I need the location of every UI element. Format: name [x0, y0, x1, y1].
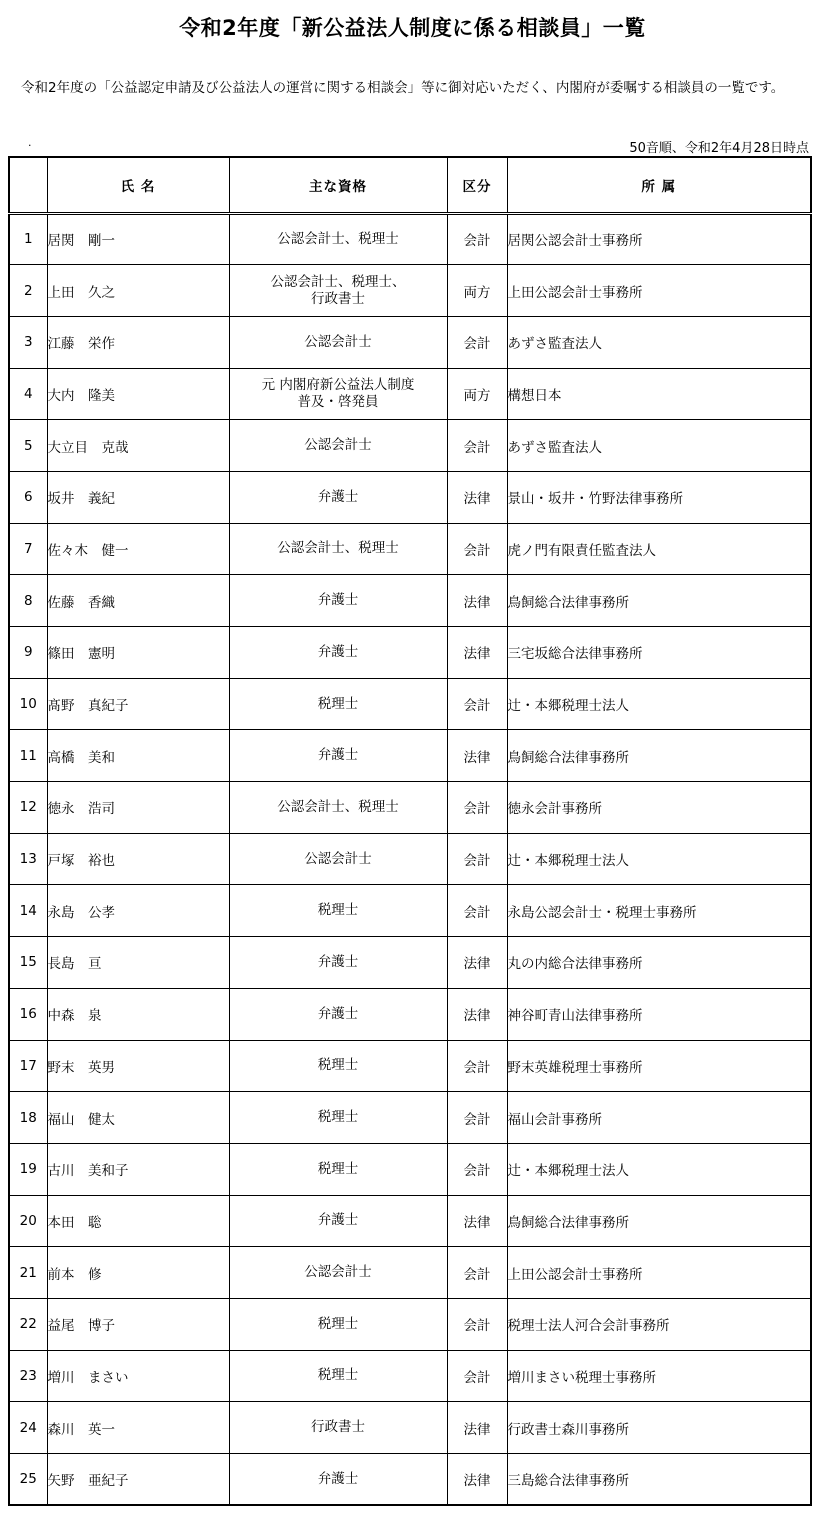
- table-header-row: [9, 157, 811, 213]
- qualification-cell: 公認会計士: [229, 833, 447, 885]
- consultant-name: 篠田 憲明: [47, 627, 229, 679]
- header-category: 区分: [447, 157, 507, 213]
- table-row: [9, 1454, 811, 1506]
- row-number: 4: [9, 368, 47, 420]
- category-cell: 法律: [447, 471, 507, 523]
- consultant-name: 大内 隆美: [47, 368, 229, 420]
- category-cell: 会計: [447, 1247, 507, 1299]
- qualification-cell: 弁護士: [229, 988, 447, 1040]
- table-row: [9, 833, 811, 885]
- category-cell: 両方: [447, 368, 507, 420]
- consultant-name: 福山 健太: [47, 1092, 229, 1144]
- row-number: 11: [9, 730, 47, 782]
- table-row: [9, 1298, 811, 1350]
- consultant-name: 高橋 美和: [47, 730, 229, 782]
- affiliation-cell: 辻・本郷税理士法人: [507, 678, 811, 730]
- row-number: 5: [9, 420, 47, 472]
- row-number: 17: [9, 1040, 47, 1092]
- consultant-name: 佐々木 健一: [47, 523, 229, 575]
- row-number: 1: [9, 213, 47, 265]
- table-row: [9, 265, 811, 317]
- qualification-cell: 税理士: [229, 1298, 447, 1350]
- category-cell: 法律: [447, 937, 507, 989]
- header-qualification: 主な資格: [229, 157, 447, 213]
- table-row: [9, 1247, 811, 1299]
- row-number: 21: [9, 1247, 47, 1299]
- category-cell: 会計: [447, 1298, 507, 1350]
- row-number: 16: [9, 988, 47, 1040]
- consultant-name: 坂井 義紀: [47, 471, 229, 523]
- qualification-cell: 公認会計士、税理士、 行政書士: [229, 265, 447, 317]
- affiliation-cell: 福山会計事務所: [507, 1092, 811, 1144]
- qualification-cell: 弁護士: [229, 1454, 447, 1506]
- category-cell: 法律: [447, 575, 507, 627]
- qualification-cell: 公認会計士: [229, 1247, 447, 1299]
- category-cell: 両方: [447, 265, 507, 317]
- category-cell: 法律: [447, 627, 507, 679]
- table-row: [9, 523, 811, 575]
- category-cell: 法律: [447, 1195, 507, 1247]
- category-cell: 法律: [447, 988, 507, 1040]
- table-row: [9, 730, 811, 782]
- table-row: [9, 420, 811, 472]
- category-cell: 会計: [447, 885, 507, 937]
- affiliation-cell: 辻・本郷税理士法人: [507, 1143, 811, 1195]
- row-number: 13: [9, 833, 47, 885]
- qualification-cell: 公認会計士: [229, 420, 447, 472]
- consultant-name: 上田 久之: [47, 265, 229, 317]
- affiliation-cell: 鳥飼総合法律事務所: [507, 575, 811, 627]
- consultant-table: [8, 156, 812, 1506]
- affiliation-cell: 丸の内総合法律事務所: [507, 937, 811, 989]
- row-number: 12: [9, 782, 47, 834]
- consultant-name: 野末 英男: [47, 1040, 229, 1092]
- affiliation-cell: 鳥飼総合法律事務所: [507, 1195, 811, 1247]
- row-number: 20: [9, 1195, 47, 1247]
- header-name: 氏 名: [47, 157, 229, 213]
- row-number: 10: [9, 678, 47, 730]
- qualification-cell: 税理士: [229, 885, 447, 937]
- consultant-name: 中森 泉: [47, 988, 229, 1040]
- affiliation-cell: 野末英雄税理士事務所: [507, 1040, 811, 1092]
- row-number: 22: [9, 1298, 47, 1350]
- affiliation-cell: 辻・本郷税理士法人: [507, 833, 811, 885]
- table-row: [9, 368, 811, 420]
- affiliation-cell: 永島公認会計士・税理士事務所: [507, 885, 811, 937]
- table-row: [9, 1402, 811, 1454]
- qualification-cell: 税理士: [229, 1350, 447, 1402]
- qualification-cell: 公認会計士、税理士: [229, 523, 447, 575]
- category-cell: 法律: [447, 1402, 507, 1454]
- table-row: [9, 316, 811, 368]
- qualification-cell: 弁護士: [229, 471, 447, 523]
- affiliation-cell: 景山・坂井・竹野法律事務所: [507, 471, 811, 523]
- affiliation-cell: 税理士法人河合会計事務所: [507, 1298, 811, 1350]
- qualification-cell: 元 内閣府新公益法人制度 普及・啓発員: [229, 368, 447, 420]
- table-row: [9, 1143, 811, 1195]
- table-row: [9, 988, 811, 1040]
- qualification-cell: 行政書士: [229, 1402, 447, 1454]
- category-cell: 会計: [447, 782, 507, 834]
- affiliation-cell: 構想日本: [507, 368, 811, 420]
- qualification-cell: 公認会計士、税理士: [229, 782, 447, 834]
- consultant-name: 永島 公孝: [47, 885, 229, 937]
- affiliation-cell: 上田公認会計士事務所: [507, 265, 811, 317]
- category-cell: 法律: [447, 1454, 507, 1506]
- affiliation-cell: 行政書士森川事務所: [507, 1402, 811, 1454]
- qualification-cell: 弁護士: [229, 627, 447, 679]
- table-row: [9, 782, 811, 834]
- affiliation-cell: 三島総合法律事務所: [507, 1454, 811, 1506]
- row-number: 14: [9, 885, 47, 937]
- affiliation-cell: 増川まさい税理士事務所: [507, 1350, 811, 1402]
- order-note: 50音順、令和2年4月28日時点: [629, 141, 809, 156]
- table-row: [9, 885, 811, 937]
- consultant-name: 森川 英一: [47, 1402, 229, 1454]
- table-row: [9, 213, 811, 265]
- category-cell: 会計: [447, 1143, 507, 1195]
- row-number: 15: [9, 937, 47, 989]
- qualification-cell: 弁護士: [229, 1195, 447, 1247]
- consultant-name: 居関 剛一: [47, 213, 229, 265]
- qualification-cell: 弁護士: [229, 730, 447, 782]
- qualification-cell: 弁護士: [229, 575, 447, 627]
- category-cell: 会計: [447, 1092, 507, 1144]
- consultant-name: 江藤 栄作: [47, 316, 229, 368]
- table-row: [9, 937, 811, 989]
- consultant-name: 本田 聡: [47, 1195, 229, 1247]
- affiliation-cell: 三宅坂総合法律事務所: [507, 627, 811, 679]
- table-row: [9, 1092, 811, 1144]
- affiliation-cell: あずさ監査法人: [507, 316, 811, 368]
- qualification-cell: 税理士: [229, 1092, 447, 1144]
- consultant-name: 益尾 博子: [47, 1298, 229, 1350]
- category-cell: 会計: [447, 523, 507, 575]
- table-body: [9, 213, 811, 1505]
- intro-text: 令和2年度の「公益認定申請及び公益法人の運営に関する相談会」等に御対応いただく、内閣府が委嘱する相談員の一覧です。: [21, 80, 785, 96]
- qualification-cell: 税理士: [229, 678, 447, 730]
- affiliation-cell: 居関公認会計士事務所: [507, 213, 811, 265]
- category-cell: 会計: [447, 420, 507, 472]
- category-cell: 会計: [447, 316, 507, 368]
- consultant-name: 古川 美和子: [47, 1143, 229, 1195]
- table-row: [9, 1040, 811, 1092]
- table-row: [9, 678, 811, 730]
- affiliation-cell: 徳永会計事務所: [507, 782, 811, 834]
- category-cell: 会計: [447, 213, 507, 265]
- row-number: 24: [9, 1402, 47, 1454]
- affiliation-cell: あずさ監査法人: [507, 420, 811, 472]
- qualification-cell: 税理士: [229, 1143, 447, 1195]
- affiliation-cell: 虎ノ門有限責任監査法人: [507, 523, 811, 575]
- consultant-name: 佐藤 香織: [47, 575, 229, 627]
- consultant-name: 長島 亘: [47, 937, 229, 989]
- consultant-name: 矢野 亜紀子: [47, 1454, 229, 1506]
- affiliation-cell: 鳥飼総合法律事務所: [507, 730, 811, 782]
- row-number: 7: [9, 523, 47, 575]
- table-row: [9, 575, 811, 627]
- consultant-name: 戸塚 裕也: [47, 833, 229, 885]
- row-number: 3: [9, 316, 47, 368]
- category-cell: 会計: [447, 833, 507, 885]
- row-number: 19: [9, 1143, 47, 1195]
- category-cell: 会計: [447, 1040, 507, 1092]
- row-number: 23: [9, 1350, 47, 1402]
- consultant-name: 前本 修: [47, 1247, 229, 1299]
- qualification-cell: 弁護士: [229, 937, 447, 989]
- category-cell: 法律: [447, 730, 507, 782]
- row-number: 9: [9, 627, 47, 679]
- row-number: 18: [9, 1092, 47, 1144]
- category-cell: 会計: [447, 1350, 507, 1402]
- affiliation-cell: 神谷町青山法律事務所: [507, 988, 811, 1040]
- marker-dot: .: [28, 136, 32, 149]
- row-number: 8: [9, 575, 47, 627]
- consultant-name: 髙野 真紀子: [47, 678, 229, 730]
- row-number: 2: [9, 265, 47, 317]
- row-number: 6: [9, 471, 47, 523]
- header-affiliation: 所 属: [507, 157, 811, 213]
- table-row: [9, 1350, 811, 1402]
- table-row: [9, 1195, 811, 1247]
- qualification-cell: 公認会計士、税理士: [229, 213, 447, 265]
- consultant-name: 増川 まさい: [47, 1350, 229, 1402]
- header-no: [9, 157, 47, 213]
- category-cell: 会計: [447, 678, 507, 730]
- qualification-cell: 税理士: [229, 1040, 447, 1092]
- qualification-cell: 公認会計士: [229, 316, 447, 368]
- consultant-name: 大立目 克哉: [47, 420, 229, 472]
- table-row: [9, 627, 811, 679]
- row-number: 25: [9, 1454, 47, 1506]
- consultant-name: 徳永 浩司: [47, 782, 229, 834]
- table-row: [9, 471, 811, 523]
- affiliation-cell: 上田公認会計士事務所: [507, 1247, 811, 1299]
- page-title: 令和2年度「新公益法人制度に係る相談員」一覧: [179, 16, 646, 40]
